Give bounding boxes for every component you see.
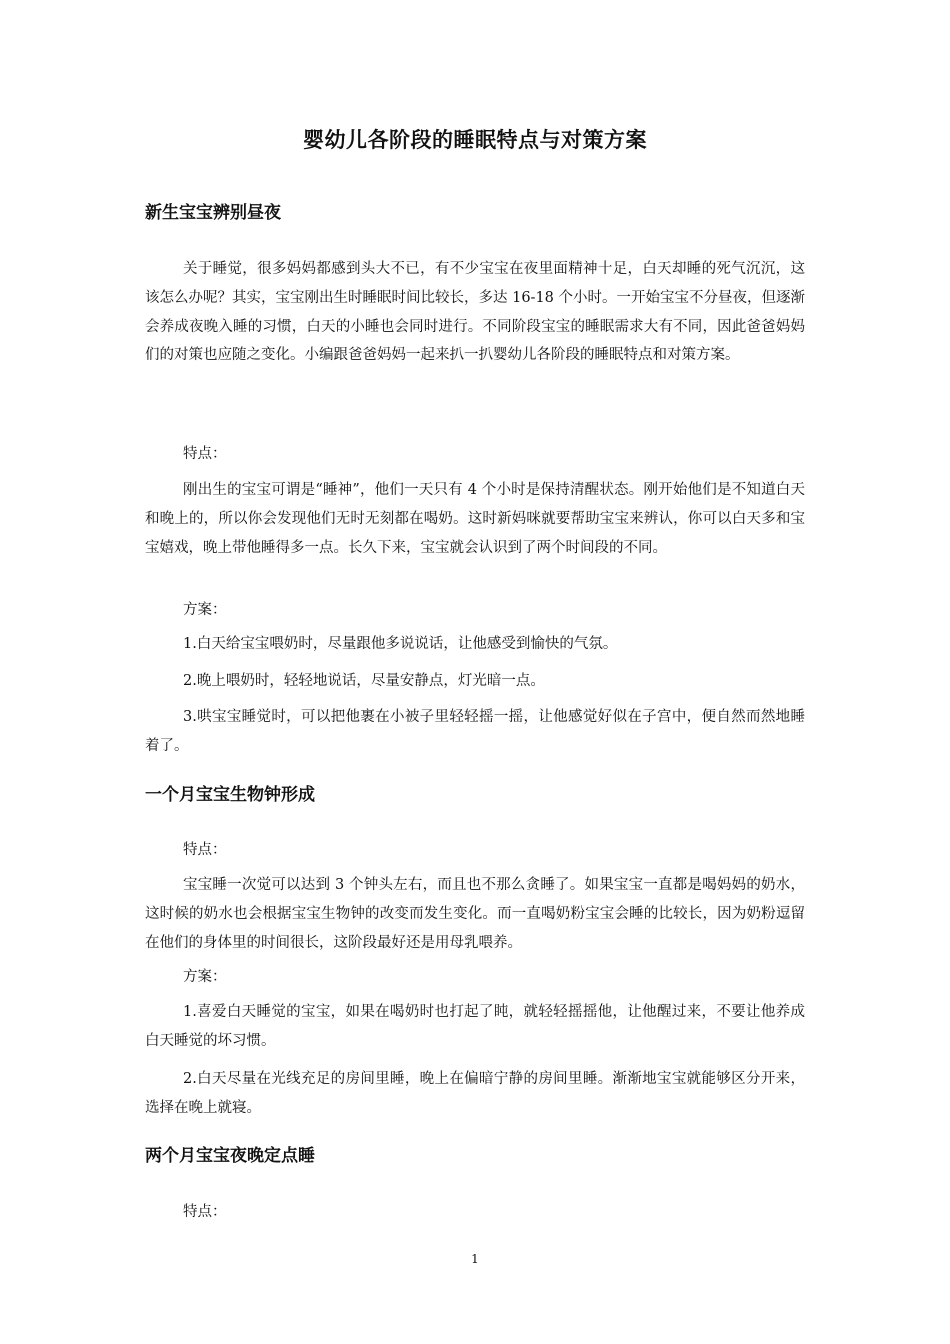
plan-item: 2.白天尽量在光线充足的房间里睡，晚上在偏暗宁静的房间里睡。渐渐地宝宝就能够区分开来，选择在晚上就寝。 [145, 1071, 805, 1116]
plan-item: 3.哄宝宝睡觉时，可以把他裹在小被子里轻轻摇一摇，让他感觉好似在子宫中，便自然而然地睡着了。 [145, 709, 805, 754]
section-heading-one-month: 一个月宝宝生物钟形成 [145, 785, 315, 805]
page-number: 1 [471, 1252, 479, 1266]
features-label: 特点： [183, 842, 227, 858]
plan-item: 1.白天给宝宝喂奶时，尽量跟他多说说话，让他感受到愉快的气氛。 [183, 636, 618, 652]
plan-label: 方案： [183, 969, 227, 985]
plan-item: 1.喜爱白天睡觉的宝宝，如果在喝奶时也打起了盹，就轻轻摇摇他，让他醒过来，不要让他养成白天睡觉的坏习惯。 [145, 1004, 805, 1049]
plan-item: 2.晚上喂奶时，轻轻地说话，尽量安静点，灯光暗一点。 [183, 673, 545, 689]
section-heading-newborn: 新生宝宝辨别昼夜 [145, 203, 281, 223]
plan-label: 方案： [183, 602, 227, 618]
features-label: 特点： [183, 446, 227, 462]
intro-paragraph: 关于睡觉，很多妈妈都感到头大不已，有不少宝宝在夜里面精神十足，白天却睡的死气沉沉，这该怎么办呢？其实，宝宝刚出生时睡眠时间比较长，多达 16-18 个小时。一开始宝宝不分昼夜，但逐渐会养成夜晚入睡的习惯，白天的小睡也会同时进行。不同阶段宝宝的睡眠需求大有不同，因此爸爸妈妈们的对策也应随之变化。小编跟爸爸妈妈一起来扒一扒婴幼儿各阶段的睡眠特点和对策方案。 [145, 261, 806, 364]
features-label: 特点： [183, 1204, 227, 1220]
section-heading-two-months: 两个月宝宝夜晚定点睡 [145, 1146, 315, 1166]
features-paragraph: 刚出生的宝宝可谓是“睡神”，他们一天只有 4 个小时是保持清醒状态。刚开始他们是不知道白天和晚上的，所以你会发现他们无时无刻都在喝奶。这时新妈咪就要帮助宝宝来辨认，你可以白天多和宝宝嬉戏，晚上带他睡得多一点。长久下来，宝宝就会认识到了两个时间段的不同。 [145, 482, 805, 556]
document-title: 婴幼儿各阶段的睡眠特点与对策方案 [303, 128, 647, 152]
features-paragraph: 宝宝睡一次觉可以达到 3 个钟头左右，而且也不那么贪睡了。如果宝宝一直都是喝妈妈的奶水，这时候的奶水也会根据宝宝生物钟的改变而发生变化。而一直喝奶粉宝宝会睡的比较长，因为奶粉逗留在他们的身体里的时间很长，这阶段最好还是用母乳喂养。 [145, 877, 805, 951]
